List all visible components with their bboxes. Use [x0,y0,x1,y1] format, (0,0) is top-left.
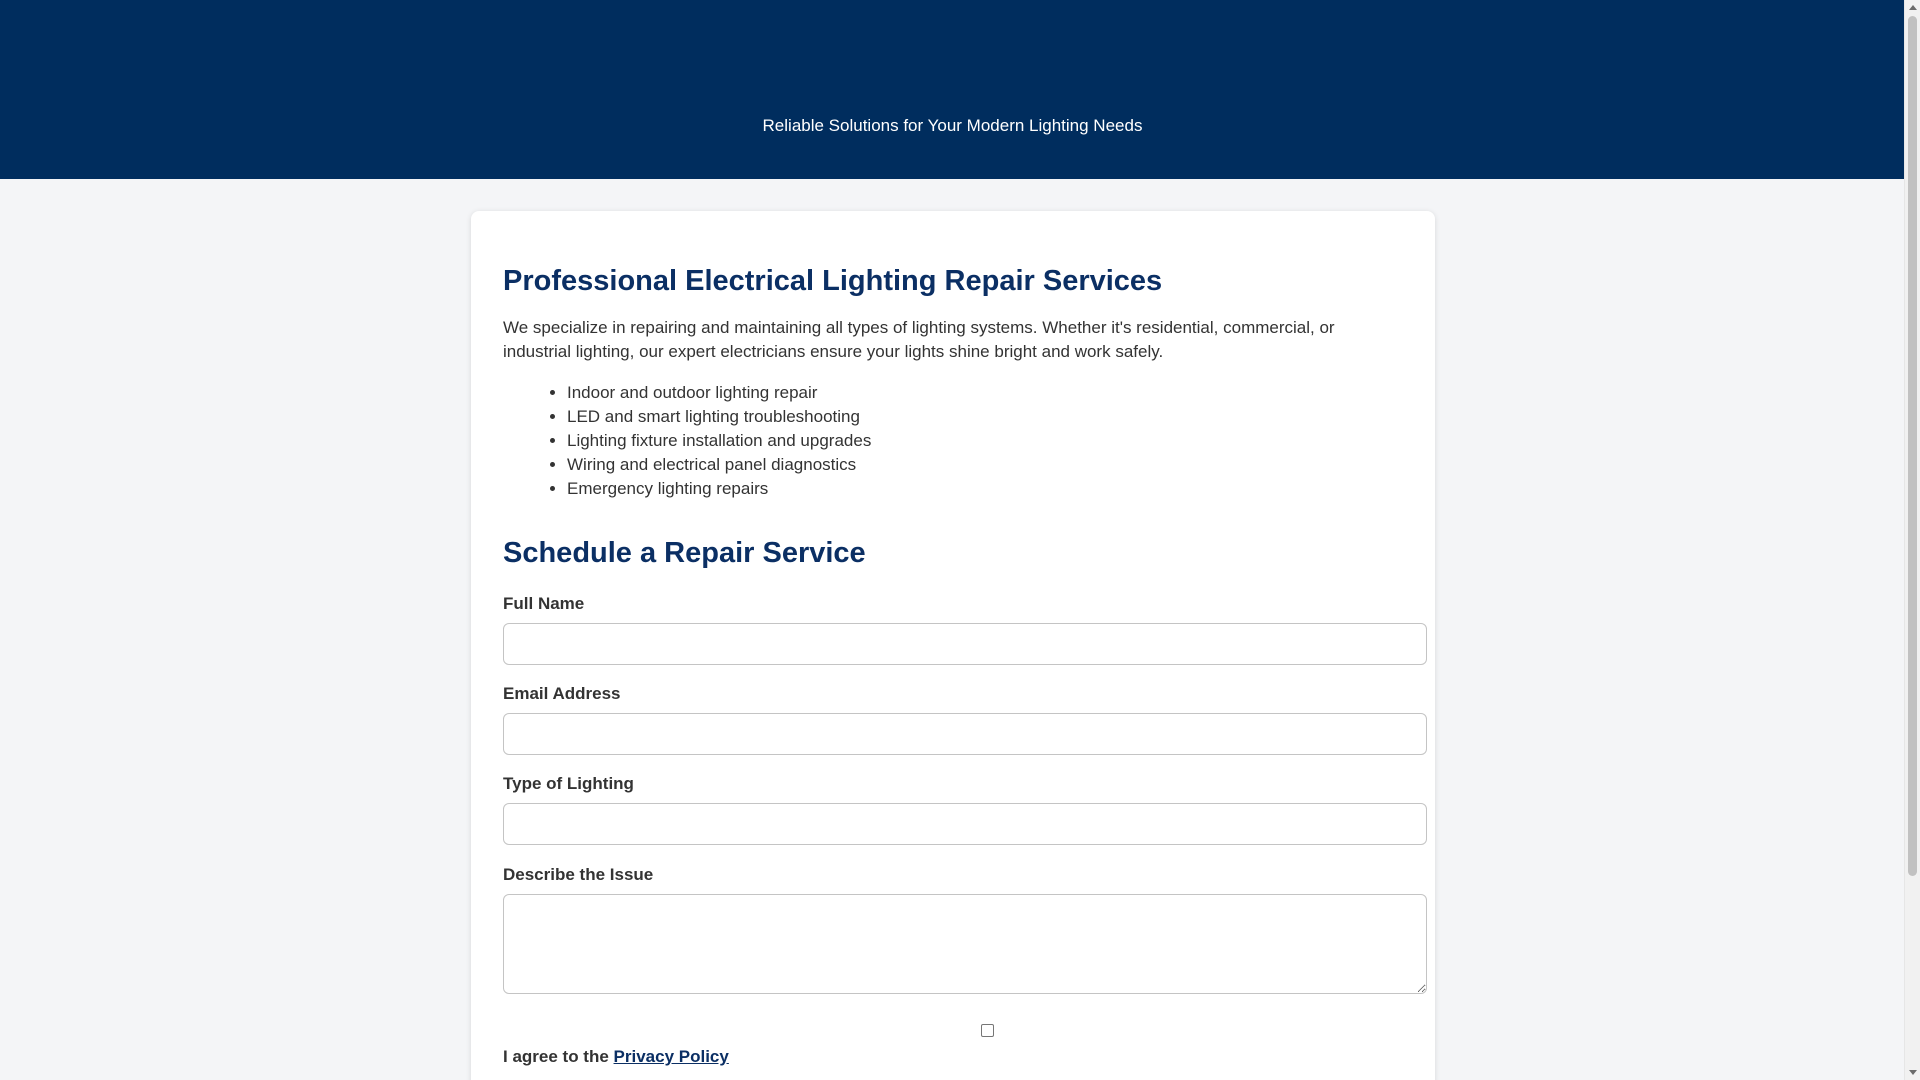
issue-label: Describe the Issue [503,865,654,884]
vertical-scrollbar[interactable] [1904,0,1920,1080]
full-name-input[interactable] [503,623,1427,665]
email-input[interactable] [503,713,1427,755]
main-card [471,211,1435,1080]
list-item: • Wiring and electrical panel diagnostics [567,453,871,477]
privacy-checkbox[interactable] [981,1024,994,1037]
email-label: Email Address [503,684,621,703]
agree-text: I agree to the [503,1047,609,1066]
services-list [503,381,871,501]
privacy-agreement [503,1047,729,1067]
list-item: • Indoor and outdoor lighting repair [567,381,871,405]
site-tagline: Reliable Solutions for Your Modern Lighting Needs [762,116,1143,135]
list-item: • Emergency lighting repairs [567,477,871,501]
lighting-type-label: Type of Lighting [503,774,634,793]
services-title: Professional Electrical Lighting Repair Services [503,265,1163,297]
full-name-label: Full Name [503,594,585,613]
privacy-policy-link[interactable]: Privacy Policy [613,1047,729,1066]
scroll-down-icon[interactable] [1909,1070,1917,1075]
site-header [0,0,1905,179]
scrollbar-thumb[interactable] [1908,16,1917,876]
services-intro: We specialize in repairing and maintaining all types of lighting systems. Whether it's residential, commercial, or industrial lighting, our expert electricians ensure your lights shine bright and work safely. [503,318,1335,361]
scroll-up-icon[interactable] [1909,5,1917,10]
form-title: Schedule a Repair Service [503,537,866,569]
issue-textarea[interactable] [503,894,1427,994]
lighting-type-input[interactable] [503,803,1427,845]
list-item: • Lighting fixture installation and upgrades [567,429,871,453]
list-item: • LED and smart lighting troubleshooting [567,405,871,429]
